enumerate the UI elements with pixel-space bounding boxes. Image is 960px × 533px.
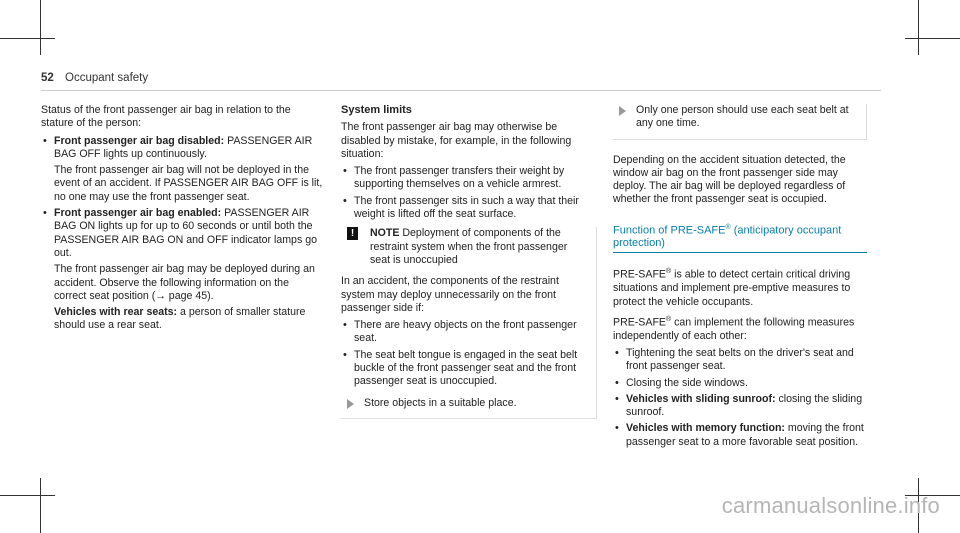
crop-mark [905, 38, 960, 39]
tip-text: Only one person should use each seat belt at any one time. [636, 104, 849, 130]
list-item: • Front passenger air bag enabled: PASSENGER AIR BAG ON lights up for up to 60 seconds or until both the PASSENGER AIR BAG ON and OFF indicator lamps go out. The front passenger air bag may be deployed during an accident. Observe the following information on the correct seat position (→ page 45). [41, 207, 323, 303]
intro-text: The front passenger air bag may otherwise be disabled by mistake, for example, in the following situation: [341, 121, 572, 160]
list-item: • Front passenger air bag disabled: PASSENGER AIR BAG OFF lights up continuously. The front passenger air bag will not be deployed in the event of an accident. If PASSENGER AIR BAG OFF is lit, no one may use the front passenger seat. [41, 135, 323, 204]
note-header [341, 227, 588, 267]
tip-box [613, 104, 867, 140]
heading-rule [613, 252, 867, 253]
crop-mark [40, 478, 41, 533]
list-item: Vehicles with rear seats: a person of smaller stature should use a rear seat. [54, 306, 306, 332]
limits-list [341, 165, 597, 221]
page-header [41, 72, 148, 84]
list-item: • Tightening the seat belts on the driver's seat and front passenger seat. [613, 347, 867, 374]
crop-mark [0, 38, 55, 39]
item-detail: The front passenger air bag may be deployed during an accident. Observe the following information on the correct seat position (→ page 45). [54, 263, 315, 302]
section-heading: System limits [341, 104, 412, 116]
note-body [341, 275, 588, 410]
status-list [41, 135, 323, 333]
list-item: • The seat belt tongue is engaged in the seat belt buckle of the front passenger seat and the front passenger seat is unoccupied. [341, 349, 588, 389]
crop-mark [40, 0, 41, 55]
header-rule [41, 90, 881, 91]
crop-mark [0, 495, 55, 496]
list-item: • The front passenger sits in such a way that their weight is lifted off the seat surface. [341, 195, 597, 222]
column-2 [341, 104, 597, 419]
item-detail: The front passenger air bag will not be deployed in the event of an accident. If PASSENGER AIR BAG OFF is lit, no one may use the front passenger seat. [54, 164, 323, 203]
intro-text: Status of the front passenger air bag in relation to the stature of the person: [41, 104, 291, 130]
arrow-right-icon [347, 399, 354, 409]
section-heading: Function of PRE-SAFE® (anticipatory occupant protection) [613, 223, 842, 250]
note-list [341, 319, 588, 388]
crop-mark [918, 0, 919, 55]
list-item: • Vehicles with memory function: moving the front passenger seat to a more favorable seat position. [613, 422, 867, 449]
paragraph: PRE-SAFE® can implement the following measures independently of each other: [613, 315, 855, 342]
note-label: NOTE [370, 227, 400, 240]
list-item: • Vehicles with sliding sunroof: closing the sliding sunroof. [613, 393, 867, 420]
paragraph: PRE-SAFE® is able to detect certain critical driving situations and implement pre-emptive measures to protect the vehicle occupants. [613, 268, 851, 308]
arrow-right-icon [619, 106, 626, 116]
paragraph: Depending on the accident situation detected, the window air bag on the front passenger side may deploy. The air bag will be deployed regardless of whether the front passenger seat is occupied. [613, 153, 846, 206]
list-item: • The front passenger transfers their weight by supporting themselves on a vehicle armrest. [341, 165, 597, 192]
warning-icon: ! [347, 227, 358, 240]
note-action: Store objects in a suitable place. [341, 397, 588, 410]
list-item: • Closing the side windows. [613, 377, 867, 390]
page-number: 52 [41, 72, 54, 84]
note-intro: In an accident, the components of the restraint system may deploy unnecessarily on the front passenger side if: [341, 275, 559, 314]
list-item: • There are heavy objects on the front passenger seat. [341, 319, 588, 346]
section-title: Occupant safety [65, 72, 149, 84]
note-title: Deployment of components of the restraint system when the front passenger seat is unoccupied [370, 227, 568, 266]
note-box [341, 227, 597, 419]
column-1 [41, 104, 323, 337]
measures-list [613, 347, 867, 449]
column-3 [613, 104, 867, 453]
watermark: carmanualsonline.info [721, 493, 940, 518]
